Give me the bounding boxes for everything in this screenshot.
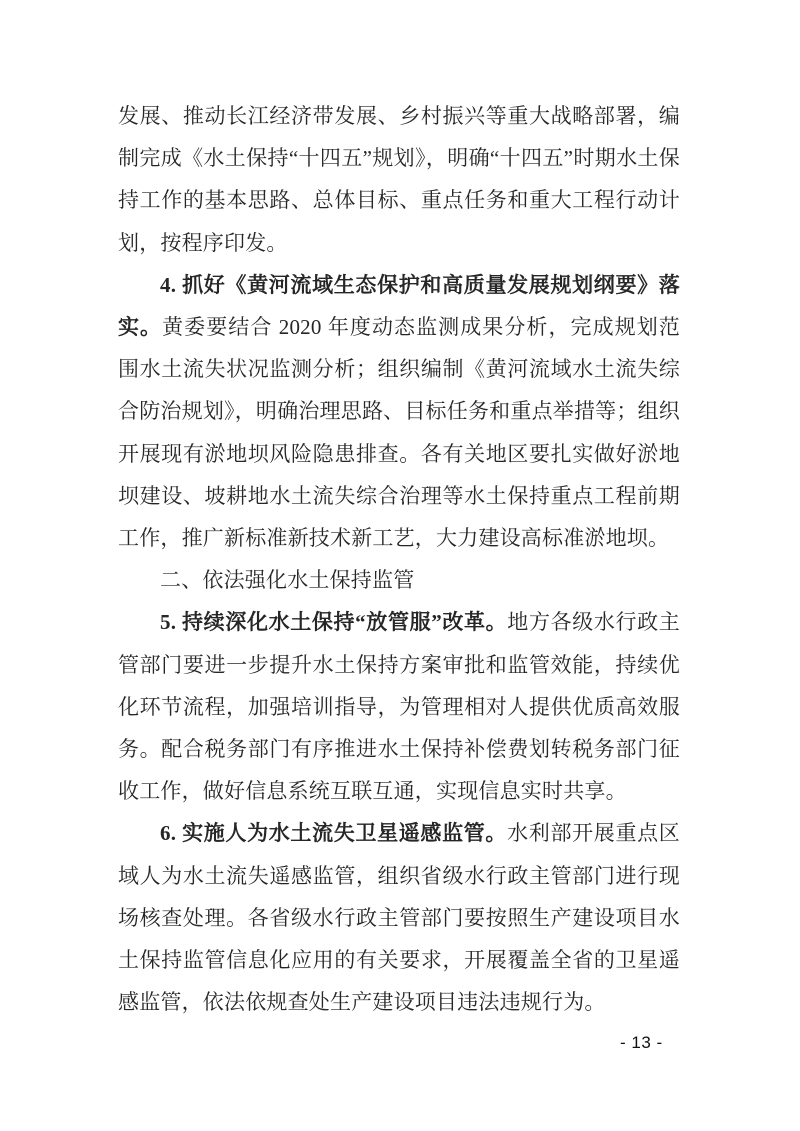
section-heading-text: 二、依法强化水土保持监管 <box>160 568 415 593</box>
section-heading <box>118 559 680 601</box>
paragraph-item-6 <box>118 812 680 1023</box>
paragraph-item-5 <box>118 601 680 812</box>
paragraph-text: 黄委要结合 2020 年度动态监测成果分析，完成规划范围水土流失状况监测分析；组织编制《黄河流域水土流失综合防治规划》，明确治理思路、目标任务和重点举措等；组织开展现有淤地坝风险隐患排查。各有关地区要扎实做好淤地坝建设、坡耕地水土流失综合治理等水土保持重点工程前期工作，推广新标准新技术新工艺，大力建设高标准淤地坝。 <box>118 315 680 551</box>
paragraph-bold-lead: 4. 抓好《黄河流域生态保护和高质量发展规划纲要》落实。 <box>118 272 680 340</box>
document-body <box>118 95 680 1023</box>
paragraph-text: 地方各级水行政主管部门要进一步提升水土保持方案审批和监管效能，持续优化环节流程，加强培训指导，为管理相对人提供优质高效服务。配合税务部门有序推进水土保持补偿费划转税务部门征收工作，做好信息系统互联互通，实现信息实时共享。 <box>118 610 680 804</box>
paragraph-item-4 <box>118 264 680 559</box>
paragraph-text: 水利部开展重点区域人为水土流失遥感监管，组织省级水行政主管部门进行现场核查处理。各省级水行政主管部门要按照生产建设项目水土保持监管信息化应用的有关要求，开展覆盖全省的卫星遥感监管，依法依规查处生产建设项目违法违规行为。 <box>118 821 680 1015</box>
paragraph-bold-lead: 6. 实施人为水土流失卫星遥感监管。 <box>160 821 508 846</box>
paragraph-bold-lead: 5. 持续深化水土保持“放管服”改革。 <box>160 610 508 635</box>
paragraph-continuation <box>118 95 680 264</box>
page-number: - 13 - <box>620 1033 663 1052</box>
paragraph-text: 发展、推动长江经济带发展、乡村振兴等重大战略部署，编制完成《水土保持“十四五”规划》，明确“十四五”时期水土保持工作的基本思路、总体目标、重点任务和重大工程行动计划，按程序印发。 <box>118 104 680 255</box>
